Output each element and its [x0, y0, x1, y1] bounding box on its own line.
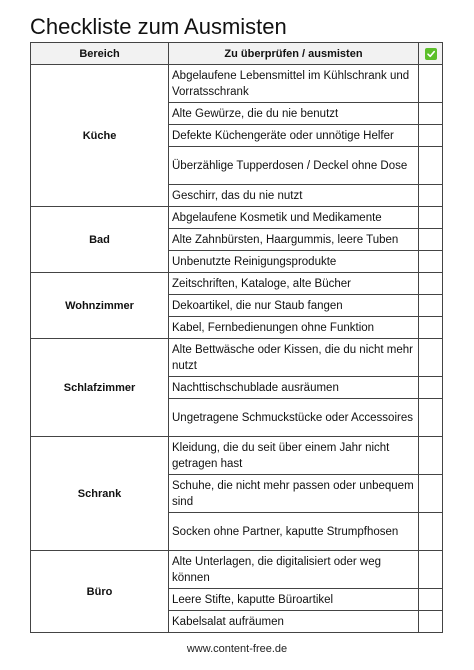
checkbox-cell[interactable]: [419, 377, 443, 399]
task-text: Kabelsalat aufräumen: [169, 611, 419, 633]
task-text: Leere Stifte, kaputte Büroartikel: [169, 589, 419, 611]
table-row: [31, 65, 443, 103]
checkbox-cell[interactable]: [419, 185, 443, 207]
checkbox-cell[interactable]: [419, 103, 443, 125]
checkbox-cell[interactable]: [419, 229, 443, 251]
column-header-area: Bereich: [31, 43, 169, 65]
footer-url: www.content-free.de: [186, 643, 288, 655]
task-text: Schuhe, die nicht mehr passen oder unbequem sind: [169, 475, 419, 513]
task-text: Defekte Küchengeräte oder unnötige Helfer: [169, 125, 419, 147]
task-text: Unbenutzte Reinigungsprodukte: [169, 251, 419, 273]
task-text: Socken ohne Partner, kaputte Strumpfhosen: [169, 513, 419, 551]
task-text: Dekoartikel, die nur Staub fangen: [169, 295, 419, 317]
area-label: Bad: [31, 207, 169, 273]
task-text: Nachttischschublade ausräumen: [169, 377, 419, 399]
task-text: Kabel, Fernbedienungen ohne Funktion: [169, 317, 419, 339]
task-text: Abgelaufene Kosmetik und Medikamente: [169, 207, 419, 229]
checkbox-cell[interactable]: [419, 207, 443, 229]
table-row: [31, 437, 443, 475]
task-text: Zeitschriften, Kataloge, alte Bücher: [169, 273, 419, 295]
checkbox-cell[interactable]: [419, 437, 443, 475]
task-text: Abgelaufene Lebensmittel im Kühlschrank und Vorratsschrank: [169, 65, 419, 103]
checkbox-cell[interactable]: [419, 475, 443, 513]
checkbox-cell[interactable]: [419, 125, 443, 147]
task-text: Alte Unterlagen, die digitalisiert oder weg können: [169, 551, 419, 589]
column-header-check: [419, 43, 443, 65]
checkbox-cell[interactable]: [419, 295, 443, 317]
task-text: Überzählige Tupperdosen / Deckel ohne Dose: [169, 147, 419, 185]
task-text: Geschirr, das du nie nutzt: [169, 185, 419, 207]
area-label: Küche: [31, 65, 169, 207]
checkbox-cell[interactable]: [419, 551, 443, 589]
area-label: Büro: [31, 551, 169, 633]
checkbox-cell[interactable]: [419, 611, 443, 633]
checkbox-cell[interactable]: [419, 65, 443, 103]
checkbox-cell[interactable]: [419, 317, 443, 339]
task-text: Alte Bettwäsche oder Kissen, die du nicht mehr nutzt: [169, 339, 419, 377]
checkbox-cell[interactable]: [419, 339, 443, 377]
table-row: [31, 551, 443, 589]
task-text: Alte Gewürze, die du nie benutzt: [169, 103, 419, 125]
checkbox-cell[interactable]: [419, 513, 443, 551]
area-label: Schlafzimmer: [31, 339, 169, 437]
checkbox-cell[interactable]: [419, 147, 443, 185]
table-row: [31, 273, 443, 295]
checkbox-cell[interactable]: [419, 399, 443, 437]
checkbox-cell[interactable]: [419, 273, 443, 295]
check-mark-icon: [425, 48, 437, 60]
checklist-table: [30, 42, 443, 633]
table-row: [31, 207, 443, 229]
table-header-row: [31, 43, 443, 65]
table-row: [31, 339, 443, 377]
column-header-task: Zu überprüfen / ausmisten: [169, 43, 419, 65]
area-label: Wohnzimmer: [31, 273, 169, 339]
task-text: Ungetragene Schmuckstücke oder Accessoires: [169, 399, 419, 437]
checklist-body: [31, 65, 443, 633]
checkbox-cell[interactable]: [419, 251, 443, 273]
page-title: Checkliste zum Ausmisten: [30, 14, 287, 39]
task-text: Alte Zahnbürsten, Haargummis, leere Tuben: [169, 229, 419, 251]
area-label: Schrank: [31, 437, 169, 551]
task-text: Kleidung, die du seit über einem Jahr nicht getragen hast: [169, 437, 419, 475]
checkbox-cell[interactable]: [419, 589, 443, 611]
